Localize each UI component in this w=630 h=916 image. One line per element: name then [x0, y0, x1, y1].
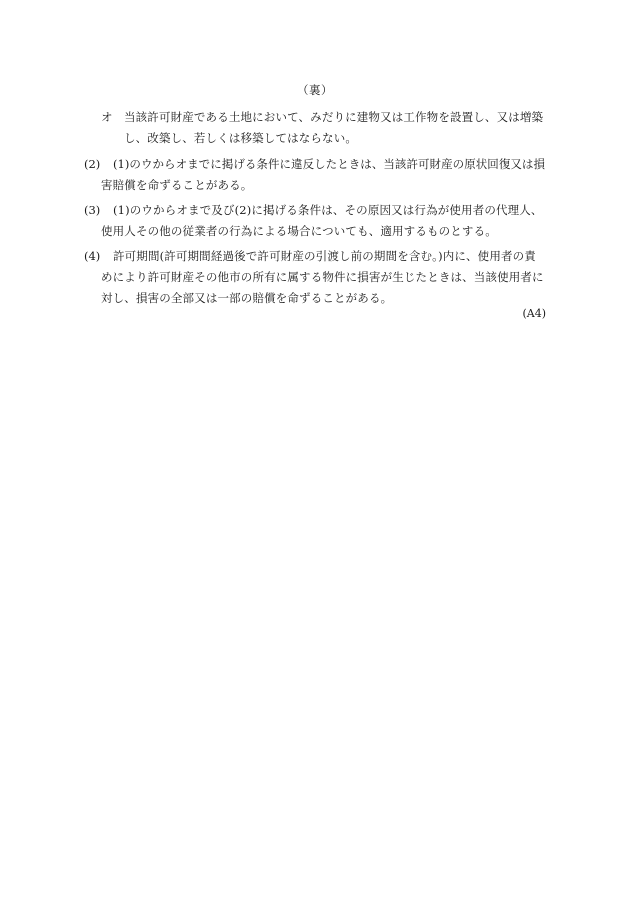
- item-o-line-1: 当該許可財産である土地において、みだりに建物又は工作物を設置し、又は増築: [124, 110, 544, 124]
- item-3-marker: (3): [84, 203, 101, 217]
- item-4-marker: (4): [84, 249, 101, 263]
- item-2-line-1: (1)のウからオまでに掲げる条件に違反したときは、当該許可財産の原状回復又は損: [113, 157, 545, 171]
- item-2-marker: (2): [84, 157, 101, 171]
- paper-size-label: (A4): [522, 307, 546, 320]
- item-2-line-2: 害賠償を命ずることがある。: [101, 178, 253, 192]
- item-3-line-1: (1)のウからオまで及び(2)に掲げる条件は、その原因又は行為が使用者の代理人、: [113, 203, 543, 217]
- item-o-line-2: し、改築し、若しくは移築してはならない。: [124, 131, 357, 145]
- item-4-line-3: 対し、損害の全部又は一部の賠償を命ずることがある。: [101, 291, 393, 305]
- item-3-line-2: 使用人その他の従業者の行為による場合についても、適用するものとする。: [101, 224, 497, 238]
- item-4-line-1: 許可期間(許可期間経過後で許可財産の引渡し前の期間を含む。)内に、使用者の責: [113, 249, 536, 263]
- item-o-marker: オ: [101, 110, 113, 124]
- item-4-line-2: めにより許可財産その他市の所有に属する物件に損害が生じたときは、当該使用者に: [101, 270, 544, 284]
- page-side-label: （裏）: [297, 83, 333, 97]
